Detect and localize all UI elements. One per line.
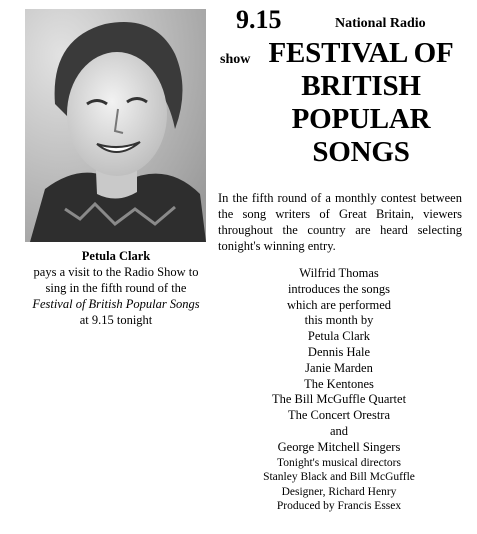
- credit-small-line: Stanley Black and Bill McGuffle: [263, 471, 415, 484]
- credit-small-line: Tonight's musical directors: [277, 456, 401, 469]
- program-description: In the fifth round of a monthly contest between the song writers of Great Britain, viewers throughout the country are heard selecting tonight's winning entry.: [218, 191, 462, 253]
- credit-small-line: Designer, Richard Henry: [281, 485, 397, 498]
- credit-line: Petula Clark: [307, 329, 371, 344]
- credit-line: which are performed: [286, 297, 392, 312]
- caption-line: pays a visit to the Radio Show to: [33, 265, 199, 279]
- program-title: [260, 37, 462, 169]
- caption-line: sing in the fifth round of the: [45, 281, 187, 295]
- credit-line: this month by: [304, 313, 374, 328]
- station-name: National Radio: [335, 16, 426, 31]
- credits: [236, 266, 442, 514]
- credit-line: The Bill McGuffle Quartet: [271, 392, 407, 407]
- credit-line: Janie Marden: [305, 360, 373, 375]
- caption-time: at 9.15 tonight: [79, 313, 153, 327]
- credit-line: introduces the songs: [287, 281, 391, 296]
- portrait-image: [25, 9, 206, 242]
- show-label: show: [220, 52, 251, 67]
- credit-line: George Mitchell Singers: [277, 439, 401, 454]
- credit-small-line: Produced by Francis Essex: [276, 500, 402, 513]
- title-line: SONGS: [312, 136, 410, 168]
- caption-name: Petula Clark: [81, 249, 151, 263]
- portrait-photo: [25, 9, 206, 242]
- photo-caption: [8, 248, 224, 328]
- broadcast-time: 9.15: [236, 5, 282, 34]
- caption-show-title: Festival of British Popular Songs: [32, 297, 200, 311]
- title-line: FESTIVAL OF: [268, 37, 454, 69]
- credit-line: Wilfrid Thomas: [299, 266, 379, 280]
- title-line: BRITISH: [301, 70, 421, 102]
- credit-line: The Kentones: [304, 376, 374, 391]
- credit-line: and: [329, 423, 349, 438]
- credit-line: The Concert Orestra: [287, 408, 391, 423]
- title-line: POPULAR: [291, 103, 431, 135]
- credit-line: Dennis Hale: [307, 344, 371, 359]
